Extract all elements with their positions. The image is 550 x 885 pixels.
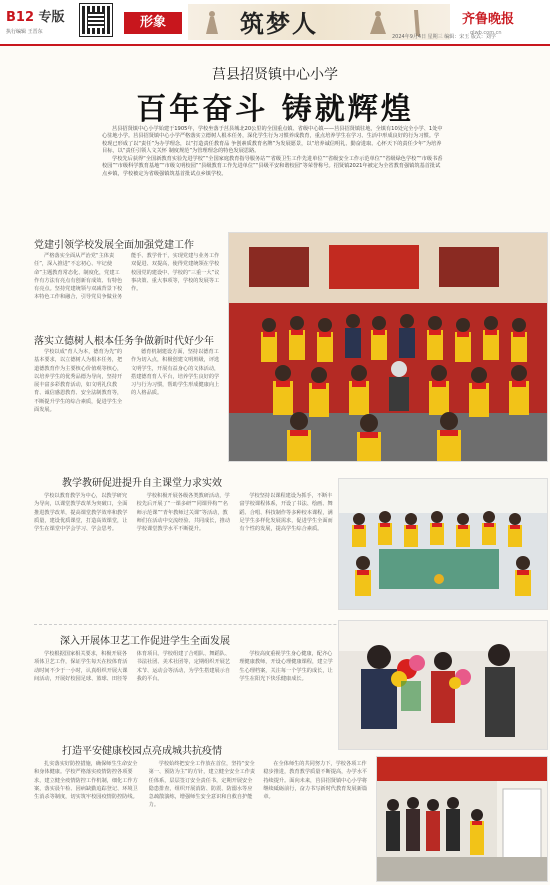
paragraph: 学校始终把安全工作放在首位，坚持“安全第一、预防为主”的方针，建立健全安全工作责任体系，层层签订安全责任书，定期开展安全隐患排查，组织开展消防、防震、防溺水等应急疏散演练，增强师生安全意识和自救自护能力。 xyxy=(148,761,256,809)
paragraph: 学校根据国家相关要求，积极开展各项体卫艺工作，保证学生每天在校体育活动时间不少于一小时，认真组织开展大课间活动，开展好校园足球、篮球、田径等体育项目。学校组建了合唱队、舞蹈队、书法社团、美术社团等，定期组织开展艺术节、运动会等活动，为学生搭建展示自我的平台。 xyxy=(34,651,231,682)
section-heading-sanitation: 深入开展体卫艺工作促进学生全面发展 xyxy=(60,636,230,647)
corridor-photo xyxy=(376,756,548,882)
column-title: 筑梦人 xyxy=(240,9,318,38)
headline: 百年奋斗 铸就辉煌 xyxy=(136,92,414,127)
intro-text xyxy=(102,126,444,179)
classroom-photo xyxy=(338,478,548,610)
paragraph: 学校高度重视学生身心健康，配齐心理健康教师，开设心理健康课程，建立学生心理档案，关注每一个学生的成长，让学生在阳光下快乐健康成长。 xyxy=(239,651,333,682)
section-body-sanitation xyxy=(34,650,334,724)
group-photo xyxy=(228,232,548,462)
paragraph: 学校坚持以课程建设为抓手，不断丰富学校课程体系，开设了书法、绘画、舞蹈、合唱、科技制作等多种校本课程，满足学生多样化发展需求，促进学生全面而有个性的发展，提高学生综合素质。 xyxy=(239,493,333,533)
paragraph: 学校积极开展各级各类教研活动，学校先后开展了“一课多研”“同课异构”“名师示范课”“青年教师过关课”等活动，教师们在活动中交流经验、共同成长，推动学校课堂教学水平不断提升。 xyxy=(136,493,231,533)
paragraph: 扎实落实好防控措施，确保师生生命安全和身体健康。学校严格落实疫情防控各项要求，建立健全疫情防控工作机制，细化工作方案，落实晨午检、因病缺勤追踪登记、环境卫生消杀等制度，切实筑牢校园疫情防控防线。 xyxy=(34,761,138,801)
paragraph: 学校以成“育人为本，德育为先”的基本要求，以立德树人为根本任务，把道德教育作为主要核心价值观等核心，以培养学生的优秀品德为导向，坚持开展丰富多彩教育活动，如文明礼仪教育、诚信感恩教育、安全法制教育等，不断提升学生的综合素质，促进学生全面发展。 xyxy=(34,349,123,414)
section-heading-party: 党建引领学校发展全面加强党建工作 xyxy=(34,240,194,251)
dateline: 2024年9月4日 星期三 编辑：宋玉 版式：刘学 xyxy=(392,34,496,40)
section-label: 专版 xyxy=(38,10,65,25)
section-body-reform xyxy=(34,492,334,618)
intro-paragraph: 莒县招贤镇中心小学始建于1905年，学校坐落于莒县城北20公里的全国重点镇、省级中心镇——莒县招贤镇驻地，全镇有10处完全小学、1处中心驻地小学。莒县招贤镇中心小学严格落实立德树人根本任务，深化学生行为习惯养成教育，重点培养学生在学习、生活中形成良好的行为习惯。学校现已形成了以“责任”为办学理念，以“打造责任教育品 争创素质教育名牌”为发展愿景，以“培养诚信明礼、勤奋进取、心怀天下的责任少年”为培养目标，以“责任引领人文关怀 制度规范”为管理理念的特色发展思路。 xyxy=(102,126,443,154)
intro-paragraph: 学校先后获得“全国新教育实验先进学校”“全国家庭教育指导服务站”“省级卫生工作先进单位”“省级安全工作示范单位”“省级绿色学校”“市级书香校园”“市级科学教育基地”“市级文明校园”“县级教育工作先进单位”“县级平安和谐校园”等荣誉称号。招贤镇2021年被定为全省教育强镇筑基首批试点乡镇，学校被定为省级强镇筑基首批试点乡镇学校。 xyxy=(102,156,443,177)
feature-tag: 形象 xyxy=(124,12,182,34)
section-heading-safety: 打造平安健康校园点亮成城共抗疫情 xyxy=(62,746,222,757)
section-body-party xyxy=(34,252,220,322)
paper-logo: 齐鲁晚报 xyxy=(462,12,515,27)
editor-line: 执行编辑 王晋东 xyxy=(6,29,43,35)
page-label: B12 xyxy=(6,10,34,25)
paragraph: 严格落实全面从严治党“主体责任”，深入推进“不忘初心、牢记使命”主题教育常态化、制度化，党建工作有方法有亮点有创新有成效、有特色有亮点。坚持党建统领与双减背景下校本特色工作和融合，引导党员争做业务能手、教学骨干，实现党建与业务工作双促进、双提高，使得党建统领在学校校园党的建设中、学校的“三重一大”议事决策、重大事项等，学校的发展等工作。 xyxy=(34,253,220,301)
section-heading-virtue: 落实立德树人根本任务争做新时代好少年 xyxy=(34,336,214,347)
section-heading-reform: 教学教研促进提升自主课堂力求实效 xyxy=(62,478,222,489)
paragraph: 德育机制建设方面，坚持以德育工作为切入点，积极创建文明班级，评选文明学生，开展有益身心的文体活动，搭建德育育人平台，培养学生良好的学习与行为习惯，帮助学生形成健康向上的人格品质。 xyxy=(131,349,220,397)
section-body-virtue xyxy=(34,348,220,458)
flowers-photo xyxy=(338,620,548,750)
school-name: 莒县招贤镇中心小学 xyxy=(212,67,338,83)
qr-code-icon xyxy=(80,4,112,36)
paragraph: 在全体师生的共同努力下，学校各项工作稳步推进，教育教学质量不断提高，办学水平持续提升。面向未来，莒县招贤镇中心小学将继续砥砺前行，奋力书写新时代教育发展新篇章。 xyxy=(263,761,368,801)
paper-url: qlwb.com.cn xyxy=(470,30,502,36)
page-number xyxy=(6,6,65,25)
paragraph: 学校以教育教学为中心，以教学研究为导向，以课堂教学改革为突破口，全面推进教学改革，提高课堂教学效率和教学质量，建设优质课堂，打造高效课堂，让学生在课堂中学会学习、学会思考。 xyxy=(34,493,128,533)
section-body-safety xyxy=(34,760,370,880)
